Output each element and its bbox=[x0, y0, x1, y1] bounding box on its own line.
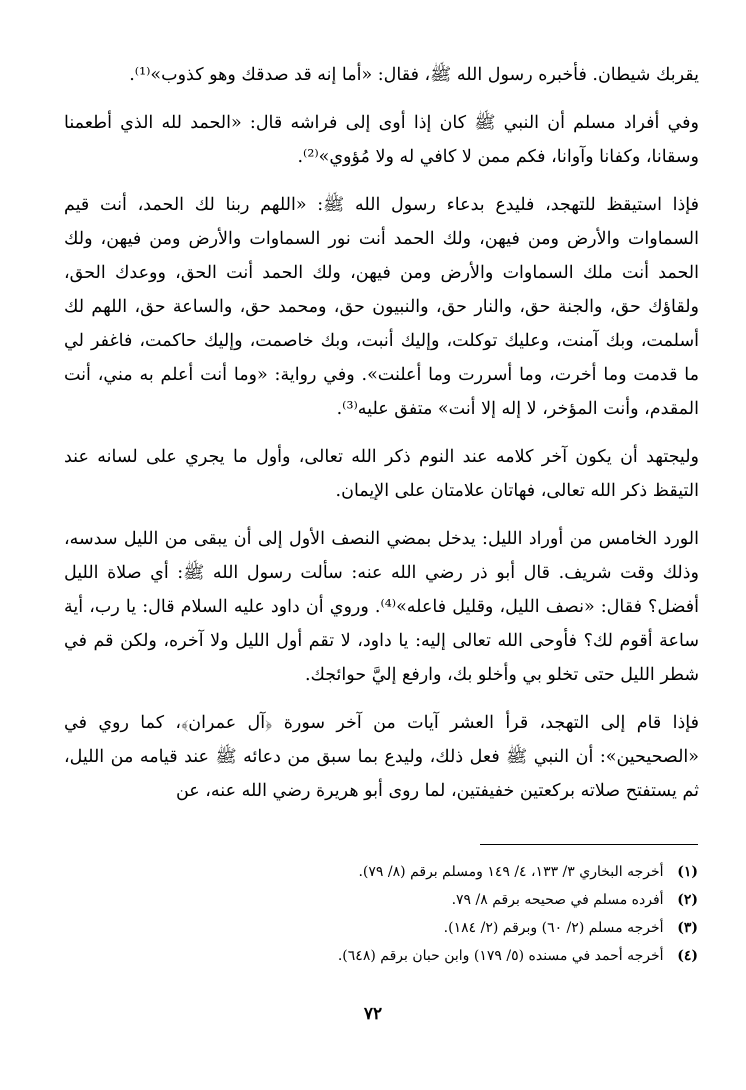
footnote-text: أخرجه البخاري ٣/ ١٣٣، ٤/ ١٤٩ ومسلم برقم (٨/ ٧٩). bbox=[358, 864, 664, 880]
paragraph-5: الورد الخامس من أوراد الليل: يدخل بمضي النصف الأول إلى أن يبقى من الليل سدسه، وذلك وقت شريف. قال أبو ذر رضي الله عنه: سألت رسول الله ﷺ: أي صلاة الليل أفضل؟ فقال: «نصف الليل، وقليل فاعله»⁽⁴⁾. وروي أن داود عليه السلام قال: يا رب، أية ساعة أقوم لك؟ فأوحى الله تعالى إليه: يا داود، لا تقم أول الليل ولا آخره، ولكن قم في شطر الليل حتى تخلو بي وأخلو بك، وارفع إليَّ حوائجك. bbox=[64, 529, 699, 685]
footnotes bbox=[64, 858, 698, 970]
footnote-1 bbox=[64, 858, 698, 886]
footnote-number: (٤) bbox=[677, 948, 698, 964]
paragraph-1: يقربك شيطان. فأخبره رسول الله ﷺ، فقال: «أما إنه قد صدقك وهو كذوب»⁽¹⁾. bbox=[129, 65, 699, 85]
paragraph-3: فإذا استيقظ للتهجد، فليدع بدعاء رسول الله ﷺ: «اللهم ربنا لك الحمد، أنت قيم السماوات والأرض ومن فيهن، ولك الحمد أنت نور السماوات والأرض ومن فيهن، ولك الحمد أنت ملك السماوات والأرض ومن فيهن، ولك الحمد أنت الحق، ووعدك الحق، ولقاؤك حق، والجنة حق، والنار حق، والنبيون حق، ومحمد حق، والساعة حق، اللهم لك أسلمت، وبك آمنت، وعليك توكلت، وإليك أنبت، وبك خاصمت، وإليك حاكمت، فاغفر لي ما قدمت وما أخرت، وما أسررت وما أعلنت». وفي رواية: «وما أنت أعلم به مني، أنت المقدم، وأنت المؤخر، لا إله إلا أنت» متفق عليه⁽³⁾. bbox=[64, 195, 699, 419]
footnote-2 bbox=[64, 886, 698, 914]
footnote-text: أخرجه مسلم (٢/ ٦٠) وبرقم (٢/ ١٨٤). bbox=[443, 920, 664, 936]
footnote-number: (٣) bbox=[677, 920, 698, 936]
footnote-number: (٢) bbox=[677, 892, 698, 908]
main-text bbox=[64, 58, 699, 816]
footnote-text: أخرجه أحمد في مسنده (٥/ ١٧٩) وابن حبان برقم (٦٤٨). bbox=[337, 948, 664, 964]
footnote-divider bbox=[480, 844, 698, 845]
paragraph-4: وليجتهد أن يكون آخر كلامه عند النوم ذكر الله تعالى، وأول ما يجري على لسانه عند التيقظ ذكر الله تعالى، فهاتان علامتان على الإيمان. bbox=[64, 447, 699, 501]
footnote-number: (١) bbox=[677, 864, 698, 880]
paragraph-2: وفي أفراد مسلم أن النبي ﷺ كان إذا أوى إلى فراشه قال: «الحمد لله الذي أطعمنا وسقانا، وكفانا وآوانا، فكم ممن لا كافي له ولا مُؤوي»⁽²⁾. bbox=[64, 113, 699, 167]
footnote-text: أفرده مسلم في صحيحه برقم ٨/ ٧٩. bbox=[451, 892, 664, 908]
footnote-3 bbox=[64, 914, 698, 942]
footnote-4 bbox=[64, 942, 698, 970]
page-number: ٧٢ bbox=[363, 1004, 383, 1024]
paragraph-6: فإذا قام إلى التهجد، قرأ العشر آيات من آخر سورة ﴿آل عمران﴾، كما روي في «الصحيحين»: أن النبي ﷺ فعل ذلك، وليدع بما سبق من دعائه ﷺ عند قيامه من الليل، ثم يستفتح صلاته بركعتين خفيفتين، لما روى أبو هريرة رضي الله عنه، عن bbox=[64, 713, 699, 801]
